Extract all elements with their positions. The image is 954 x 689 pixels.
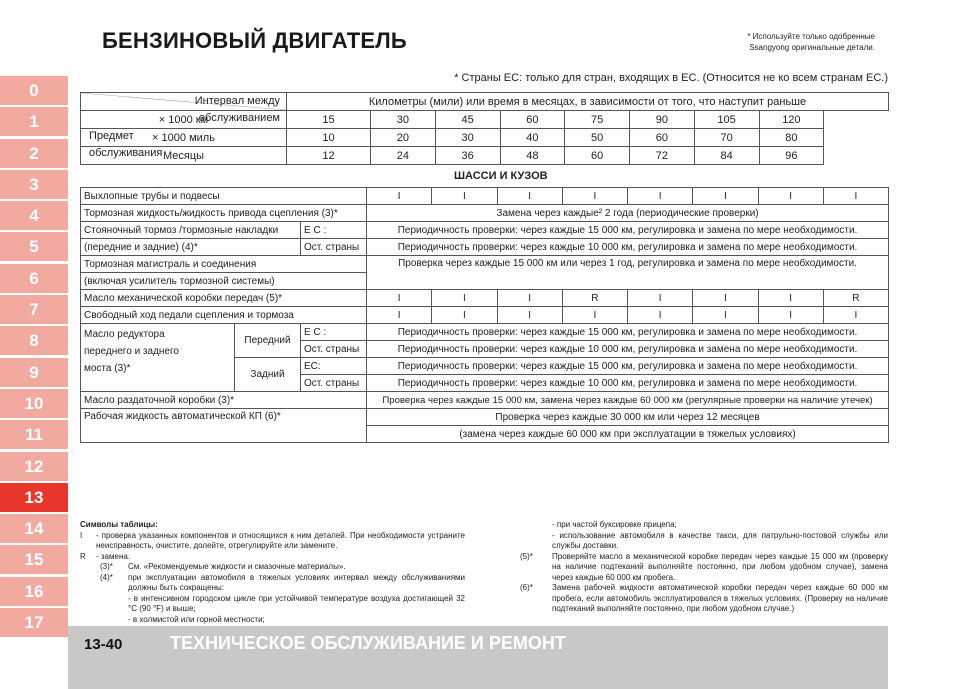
chapter-tab-12[interactable]: 12 <box>0 452 68 481</box>
table-row: Рабочая жидкость автоматической КП (6)* Проверка через каждые 30 000 км или через 12 месяцев <box>81 409 889 426</box>
section-title: ШАССИ И КУЗОВ <box>454 170 548 182</box>
km-caption: Километры (мили) или время в месяцах, в зависимости от того, что наступит раньше <box>287 93 889 111</box>
table-legend-continued: - при частой буксировке прицепа; - использование автомобиля в качестве такси, для патрульно-постовой службы или службы доставки. (5)* Проверяйте масло в механической коробке передач через каждые 15 000 км (проверку на наличие подтеканий выполняйте постоянно, при любом удобном случае), замена через каждые 60 000 км пробега. (6)* Замена рабочей жидкости автоматической коробки передач через каждые 60 000 км пробега, если автомобиль эксплуатировался в тяжелых условиях. (Проверку на наличие подтеканий выполняйте постоянно, при любом удобном случае.) <box>520 520 888 613</box>
table-row: Тормозная жидкость/жидкость привода сцепления (3)* Замена через каждые² 2 года (периодические проверки) <box>81 205 889 222</box>
chapter-tab-13[interactable]: 13 <box>0 483 68 512</box>
chapter-tab-6[interactable]: 6 <box>0 264 68 293</box>
ec-note: * Страны ЕС: только для стран, входящих в ЕС. (Относится не ко всем странам ЕС.) <box>454 72 888 84</box>
chapter-tab-1[interactable]: 1 <box>0 107 68 136</box>
table-row: Стояночный тормоз /тормозные накладки Е С : Периодичность проверки: через каждые 15 000 км, регулировка и замена по мере необходимости. <box>81 222 889 239</box>
maintenance-table <box>80 187 889 443</box>
table-row: Масло механической коробки передач (5)* I I I R I I I R <box>81 290 889 307</box>
table-row: Тормозная магистраль и соединения Проверка через каждые 15 000 км или через 1 год, регулировка и замена по мере необходимости. <box>81 256 889 273</box>
reducer-label: Масло редуктора переднего и заднего моста (3)* <box>81 324 235 392</box>
table-row: Масло редуктора переднего и заднего моста (3)* Передний Е С : Периодичность проверки: через каждые 15 000 км, регулировка и замена по мере необходимости. <box>81 324 889 341</box>
table-row: Задний ЕС: Периодичность проверки: через каждые 15 000 км, регулировка и замена по мере необходимости. <box>81 358 889 375</box>
chapter-tab-2[interactable]: 2 <box>0 139 68 168</box>
table-row: (включая усилитель тормозной системы) <box>81 273 889 290</box>
page-title: БЕНЗИНОВЫЙ ДВИГАТЕЛЬ <box>102 28 407 53</box>
original-parts-note: * Используйте только одобренные Ssangyong оригинальные детали. <box>747 32 875 52</box>
table-row: Ост. страны Периодичность проверки: через каждые 10 000 км, регулировка и замена по мере необходимости. <box>81 375 889 392</box>
chapter-tab-0[interactable]: 0 <box>0 76 68 105</box>
chapter-tab-11[interactable]: 11 <box>0 420 68 449</box>
chapter-tab-14[interactable]: 14 <box>0 514 68 543</box>
page-number: 13-40 <box>84 636 123 653</box>
chapter-tab-8[interactable]: 8 <box>0 326 68 355</box>
chapter-tab-9[interactable]: 9 <box>0 358 68 387</box>
chapter-tab-3[interactable]: 3 <box>0 170 68 199</box>
table-row: Ост. страны Периодичность проверки: через каждые 10 000 км, регулировка и замена по мере необходимости. <box>81 341 889 358</box>
interval-row: × 1000 км 15 30 45 60 75 90 105 120 <box>81 111 889 129</box>
chapter-tab-7[interactable]: 7 <box>0 295 68 324</box>
interval-row: × 1000 миль 10 20 30 40 50 60 70 80 <box>81 129 889 147</box>
table-row: Выхлопные трубы и подвесы I I I I I I I I <box>81 188 889 205</box>
table-row: (передние и задние) (4)* Ост. страны Периодичность проверки: через каждые 10 000 км, регулировка и замена по мере необходимости. <box>81 239 889 256</box>
chapter-tab-5[interactable]: 5 <box>0 232 68 261</box>
table-row: (замена через каждые 60 000 км при эксплуатации в тяжелых условиях) <box>81 426 889 443</box>
table-row: Свободный ход педали сцепления и тормоза I I I I I I I I <box>81 307 889 324</box>
chapter-tab-10[interactable]: 10 <box>0 389 68 418</box>
interval-header-table <box>80 92 889 165</box>
chapter-tab-4[interactable]: 4 <box>0 201 68 230</box>
chapter-tab-15[interactable]: 15 <box>0 545 68 574</box>
table-legend: Символы таблицы: I - проверка указанных компонентов и относящихся к ним деталей. При необходимости устраните неисправность, очистите, долейте, отрегулируйте или замените. R - замена. (3)* См. «Рекомендуемые жидкости и смазочные материалы». (4)* при эксплуатации автомобиля в тяжелых условиях интервал между обслуживаниями должны быть сокращены: - в интенсивном городском цикле при устойчивой температуре воздуха достигающей 32 °C (90 °F) и выше; - в холмистой или горной местности; <box>80 520 465 624</box>
table-row: Масло раздаточной коробки (3)* Проверка через каждые 15 000 км, замена через каждые 60 000 км (регулярные проверки на наличие утечек) <box>81 392 889 409</box>
chapter-tab-16[interactable]: 16 <box>0 577 68 606</box>
interval-row: Месяцы 12 24 36 48 60 72 84 96 <box>81 147 889 165</box>
chapter-tab-17[interactable]: 17 <box>0 608 68 637</box>
chapter-tabs <box>0 76 68 639</box>
header-diagonal-cell: Интервал между обслуживанием Предмет обслуживания <box>81 93 287 111</box>
footer-title: ТЕХНИЧЕСКОЕ ОБСЛУЖИВАНИЕ И РЕМОНТ <box>170 633 566 653</box>
